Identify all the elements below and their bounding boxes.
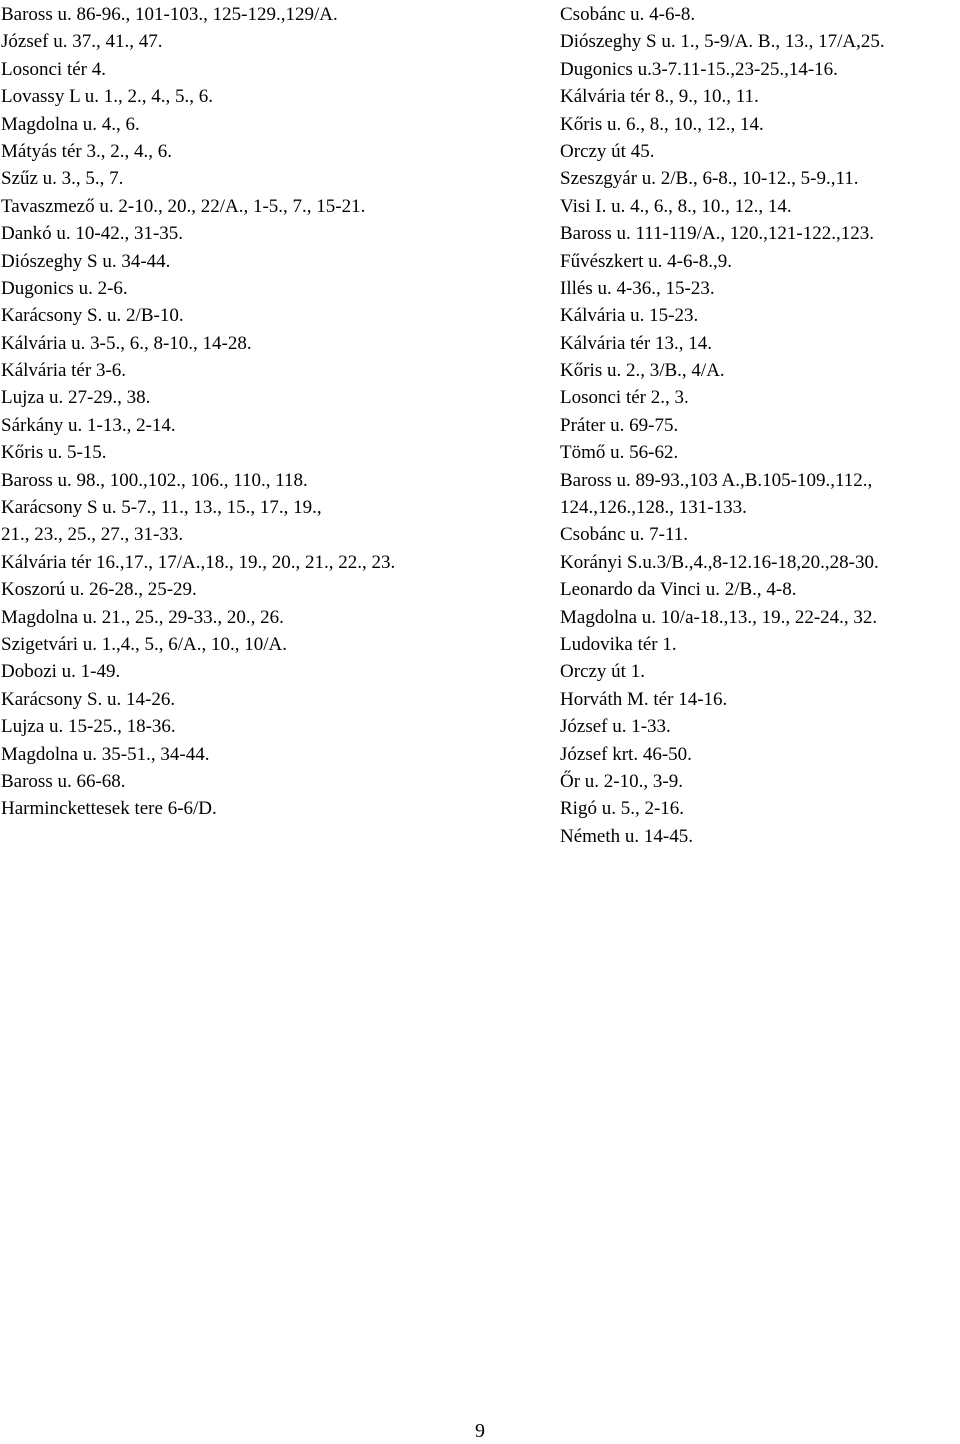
address-line: Diószeghy S u. 1., 5-9/A. B., 13., 17/A,25. bbox=[560, 31, 885, 53]
address-line: Losonci tér 4. bbox=[1, 58, 107, 80]
address-line: Kálvária tér 3-6. bbox=[1, 360, 127, 382]
address-line: Tavaszmező u. 2-10., 20., 22/A., 1-5., 7., 15-21. bbox=[1, 195, 366, 217]
right-address-column bbox=[560, 1, 960, 850]
address-line: Szűz u. 3., 5., 7. bbox=[1, 168, 124, 190]
address-line: József u. 1-33. bbox=[560, 716, 671, 738]
address-line: Orczy út 1. bbox=[560, 661, 645, 683]
address-line: Magdolna u. 4., 6. bbox=[1, 113, 140, 135]
address-line: Leonardo da Vinci u. 2/B., 4-8. bbox=[560, 579, 797, 601]
address-line: Tömő u. 56-62. bbox=[560, 442, 679, 464]
address-line: Magdolna u. 10/a-18.,13., 19., 22-24., 32. bbox=[560, 606, 878, 628]
address-line: Lujza u. 27-29., 38. bbox=[1, 387, 151, 409]
address-line: Losonci tér 2., 3. bbox=[560, 387, 689, 409]
address-line: Karácsony S. u. 14-26. bbox=[1, 688, 176, 710]
address-line: Baross u. 111-119/A., 120.,121-122.,123. bbox=[560, 223, 875, 245]
address-line: 21., 23., 25., 27., 31-33. bbox=[1, 524, 184, 546]
address-line: Kálvária u. 3-5., 6., 8-10., 14-28. bbox=[1, 332, 252, 354]
address-line: Ludovika tér 1. bbox=[560, 633, 677, 655]
address-line: Szigetvári u. 1.,4., 5., 6/A., 10., 10/A. bbox=[1, 633, 288, 655]
left-address-column bbox=[1, 1, 541, 823]
address-line: Őr u. 2-10., 3-9. bbox=[560, 770, 683, 792]
address-line: Szeszgyár u. 2/B., 6-8., 10-12., 5-9.,11. bbox=[560, 168, 859, 190]
address-line: Baross u. 98., 100.,102., 106., 110., 118. bbox=[1, 469, 308, 491]
address-line: Kőris u. 6., 8., 10., 12., 14. bbox=[560, 113, 764, 135]
address-line: Csobánc u. 4-6-8. bbox=[560, 4, 696, 25]
address-line: Horváth M. tér 14-16. bbox=[560, 688, 728, 710]
address-line: Lovassy L u. 1., 2., 4., 5., 6. bbox=[1, 86, 213, 108]
address-line: Visi I. u. 4., 6., 8., 10., 12., 14. bbox=[560, 195, 792, 217]
address-line: Rigó u. 5., 2-16. bbox=[560, 798, 685, 820]
address-line: 124.,126.,128., 131-133. bbox=[560, 497, 747, 519]
address-line: Kőris u. 2., 3/B., 4/A. bbox=[560, 360, 725, 382]
address-line: Kálvária tér 16.,17., 17/A.,18., 19., 20., 21., 22., 23. bbox=[1, 551, 396, 573]
page-number: 9 bbox=[475, 1420, 485, 1442]
address-line: Kálvária u. 15-23. bbox=[560, 305, 699, 327]
address-line: Karácsony S. u. 2/B-10. bbox=[1, 305, 184, 327]
address-line: Lujza u. 15-25., 18-36. bbox=[1, 716, 176, 738]
address-line: Orczy út 45. bbox=[560, 140, 655, 162]
address-line: József u. 37., 41., 47. bbox=[1, 31, 163, 53]
address-line: Magdolna u. 35-51., 34-44. bbox=[1, 743, 210, 765]
address-line: Fűvészkert u. 4-6-8.,9. bbox=[560, 250, 733, 272]
address-line: Németh u. 14-45. bbox=[560, 825, 693, 847]
address-line: Illés u. 4-36., 15-23. bbox=[560, 277, 715, 299]
address-line: Csobánc u. 7-11. bbox=[560, 524, 689, 546]
address-line: Kálvária tér 8., 9., 10., 11. bbox=[560, 86, 759, 108]
address-line: Baross u. 66-68. bbox=[1, 770, 126, 792]
address-line: Dugonics u. 2-6. bbox=[1, 277, 128, 299]
address-line: Dobozi u. 1-49. bbox=[1, 661, 121, 683]
address-line: Kálvária tér 13., 14. bbox=[560, 332, 712, 354]
address-line: Baross u. 86-96., 101-103., 125-129.,129/A. bbox=[1, 4, 338, 25]
address-line: Dankó u. 10-42., 31-35. bbox=[1, 223, 184, 245]
address-line: Práter u. 69-75. bbox=[560, 414, 679, 436]
address-line: Dugonics u.3-7.11-15.,23-25.,14-16. bbox=[560, 58, 838, 80]
address-line: Magdolna u. 21., 25., 29-33., 20., 26. bbox=[1, 606, 284, 628]
address-line: Harminckettesek tere 6-6/D. bbox=[1, 798, 217, 820]
address-line: József krt. 46-50. bbox=[560, 743, 692, 765]
address-line: Diószeghy S u. 34-44. bbox=[1, 250, 171, 272]
address-line: Koszorú u. 26-28., 25-29. bbox=[1, 579, 197, 601]
address-line: Sárkány u. 1-13., 2-14. bbox=[1, 414, 176, 436]
address-line: Karácsony S u. 5-7., 11., 13., 15., 17., 19., bbox=[1, 497, 322, 519]
address-line: Kőris u. 5-15. bbox=[1, 442, 107, 464]
address-line: Korányi S.u.3/B.,4.,8-12.16-18,20.,28-30. bbox=[560, 551, 879, 573]
address-line: Mátyás tér 3., 2., 4., 6. bbox=[1, 140, 172, 162]
address-line: Baross u. 89-93.,103 A.,B.105-109.,112., bbox=[560, 469, 873, 491]
